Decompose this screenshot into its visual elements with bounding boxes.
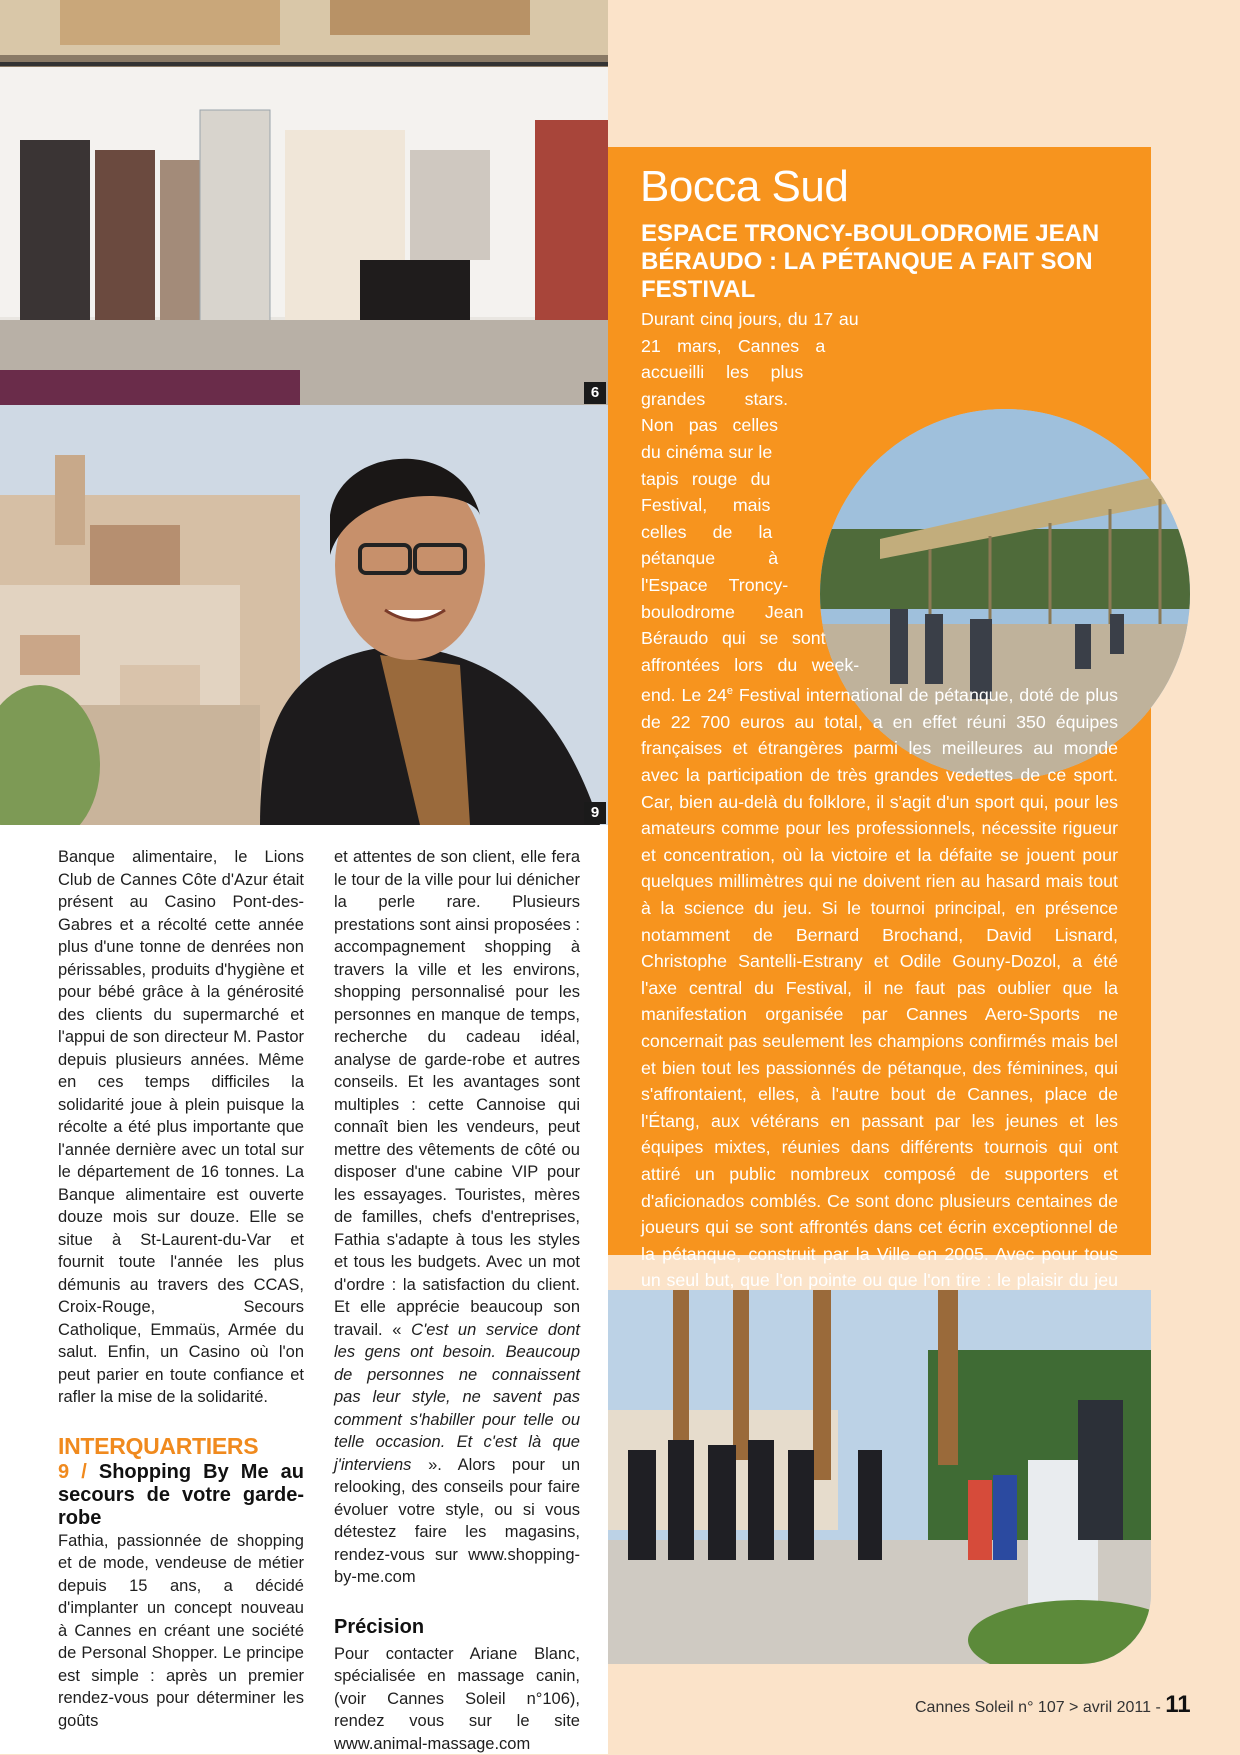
article-body-part-1: Durant cinq jours, du 17 au 21 mars, Cannes a accueilli les plus grandes stars. Non pas celles du cinéma sur le tapis rouge du Festival, mais celles de la pétanque à l'Espace Troncy-boulodrome Jean Béraudo qui se sont affrontées lors du week-end. Le 24 [641,309,859,705]
article-headline: ESPACE TRONCY-BOULODROME JEAN BÉRAUDO : LA PÉTANQUE A FAIT SON FESTIVAL [641,220,1111,304]
fathia-quote: C'est un service dont les gens ont besoin. Beaucoup de personnes ne connaissent pas leur style, ne savent pas comment s'habiller pour telle ou telle occasion. Et c'est là que j'interviens [334,1321,580,1474]
subtitle-text: Shopping By Me au secours de votre garde-robe [58,1461,304,1529]
left-column-2 [334,846,580,1755]
ceremony-photo [608,1290,1151,1664]
photo-number-9: 9 [584,802,606,824]
boutique-illustration [0,0,608,405]
interquartiers-label: INTERQUARTIERS [58,1433,304,1459]
article-body [641,306,1118,1320]
ordinal-superscript: e [727,685,733,697]
page-number: 11 [1165,1691,1190,1718]
portrait-photo [0,405,608,825]
photo-number-6: 6 [584,382,606,404]
fathia-intro-text: Fathia, passionnée de shopping et de mode, vendeuse de métier depuis 15 ans, a décidé d'implanter un concept nouveau à Cannes en créant une société de Personal Shopper. Le principe est simple : après un premier rendez-vous pour déterminer les goûts [58,1530,304,1733]
shopping-continuation [334,846,580,1589]
article-body-part-2: Festival international de pétanque, doté de plus de 22 700 euros au total, a en effet réuni 350 équipes françaises et étrangères parmi les meilleures au monde avec la participation de très grandes vedettes de ce sport. Car, bien au-delà du folklore, il s'agit d'un sport qui, pour les amateurs comme pour les professionnels, nécessite rigueur et concentration, où la victoire et la défaite se jouent pour quelques millimètres qui ne doivent rien au hasard mais tout à la science du jeu. Si le tournoi principal, en présence notamment de Bernard Brochand, David Lisnard, Christophe Santelli-Estrany et Odile Gouny-Dozol, a été l'axe central du Festival, il ne faut pas oublier que la manifestation organisée par Cannes Aero-Sports ne concernait pas seulement les champions confirmés mais bel et bien tout les passionnés de pétanque, des féminines, qui s'affrontaient, elles, à l'autre bout de Cannes, place de l'Étang, aux vétérans en passant par les jeunes et les équipes mixtes, réunies dans différents tournois qui ont attiré un public nombreux composé de supporters et d'aficionados comblés. Ce sont donc plusieurs centaines de joueurs qui se sont affrontés dans cet écrin exceptionnel de la pétanque, construit par la Ville en 2005. Avec pour tous un seul but, que l'on pointe ou que l'on tire : le plaisir du jeu [641,685,1118,1317]
footer-issue: Cannes Soleil n° 107 > avril 2011 - [915,1699,1161,1716]
banque-alimentaire-text: Banque alimentaire, le Lions Club de Cannes Côte d'Azur était présent au Casino Pont-des-Gabres et a récolté cette année plus d'une tonne de denrées non périssables, produits d'hygiène et pour bébé grâce à la générosité des clients du supermarché et l'appui de son directeur M. Pastor depuis plusieurs années. Même en ces temps difficiles la solidarité joue à plein puisque la récolte a été plus importante que l'année dernière avec un total sur le département de 16 tonnes. La Banque alimentaire est ouverte douze mois sur douze. Elle se situe à St-Laurent-du-Var et fournit toute l'année les plus démunis au travers des CCAS, Croix-Rouge, Secours Catholique, Emmaüs, Armée du salut. Enfin, un Casino où l'on peut parier en toute confiance et rafler la mise de la solidarité. [58,846,304,1409]
shopping-closing: ». Alors pour un relooking, des conseils pour faire évoluer votre style, ou si vous détestez faire les magasins, rendez-vous sur www.shopping-by-me.com [334,1456,580,1587]
subtitle-number: 9 / [58,1461,87,1483]
precision-text: Pour contacter Ariane Blanc, spécialisée en massage canin, (voir Cannes Soleil n°106), rendez vous sur le site www.animal-massage.com [334,1643,580,1755]
boutique-photo [0,0,608,405]
ceremony-illustration [608,1290,1151,1664]
portrait-illustration [0,405,608,825]
shopping-body: et attentes de son client, elle fera le tour de la ville pour lui dénicher la perle rare. Plusieurs prestations sont ainsi proposées : accompagnement shopping à travers la ville et les environs, shopping personnalisé pour les personnes en manque de temps, recherche du cadeau idéal, analyse de garde-robe et autres conseils. Et les avantages sont multiples : cette Cannoise qui connaît bien les vendeurs, peut mettre des vêtements de côté ou disposer d'une cabine VIP pour les essayages. Touristes, mères de familles, chefs d'entreprises, Fathia s'adapte à tous les styles et tous les budgets. Avec un mot d'ordre : la satisfaction du client. Et elle apprécie beaucoup son travail. « [334,848,580,1339]
precision-title: Précision [334,1615,580,1639]
page-footer [915,1691,1191,1719]
section-title: Bocca Sud [640,162,848,212]
left-column-1 [58,846,304,1732]
shopping-subtitle [58,1461,304,1530]
